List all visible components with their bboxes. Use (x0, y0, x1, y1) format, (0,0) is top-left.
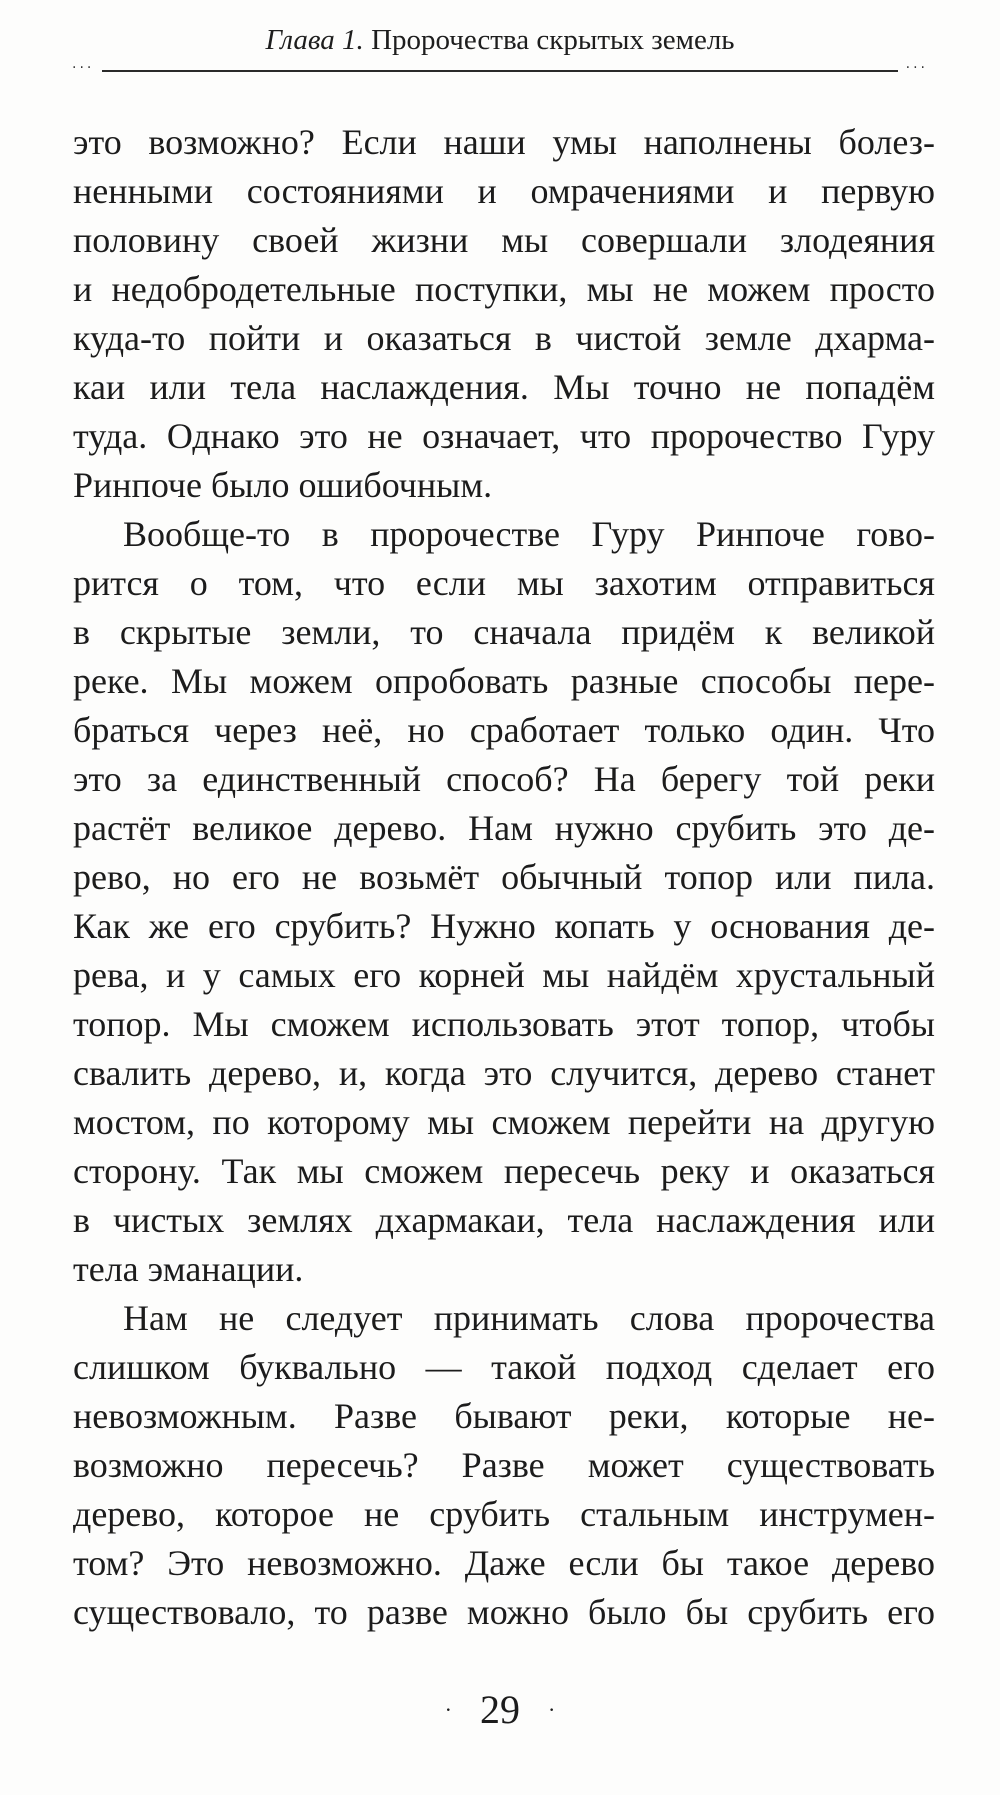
text-line: рево, но его не возьмёт обычный топор или пила. (73, 857, 935, 897)
text-line: реке. Мы можем опробовать разные способы пере- (73, 661, 935, 701)
folio-dot-left: · (444, 1696, 452, 1722)
text-line: каи или тела наслаждения. Мы точно не попадём (73, 367, 935, 407)
text-line: дерево, которое не срубить стальным инструмен- (73, 1494, 935, 1534)
text-line: половину своей жизни мы совершали злодеяния (73, 220, 935, 260)
text-line: браться через неё, но сработает только один. Что (73, 710, 935, 750)
text-line: и недобродетельные поступки, мы не можем просто (73, 269, 935, 309)
folio-dot-right: · (548, 1696, 556, 1722)
text-line: растёт великое дерево. Нам нужно срубить это де- (73, 808, 935, 848)
text-line: невозможным. Разве бывают реки, которые не- (73, 1396, 935, 1436)
text-line: это возможно? Если наши умы наполнены болез- (73, 122, 935, 162)
body-text (73, 118, 935, 1637)
chapter-title: Пророчества скрытых земель (371, 24, 735, 56)
text-line: в чистых землях дхармакаи, тела наслаждения или (73, 1200, 935, 1240)
text-line: том? Это невозможно. Даже если бы такое дерево (73, 1543, 935, 1583)
header-rule-dots-left: ... (72, 56, 95, 72)
text-line: возможно пересечь? Разве может существовать (73, 1445, 935, 1485)
text-line: туда. Однако это не означает, что пророчество Гуру (73, 416, 935, 456)
page-number-footer (0, 1686, 1000, 1738)
text-line: свалить дерево, и, когда это случится, дерево станет (73, 1053, 935, 1093)
text-line: рится о том, что если мы захотим отправиться (73, 563, 935, 603)
text-line: топор. Мы сможем использовать этот топор, чтобы (73, 1004, 935, 1044)
running-head (0, 22, 1000, 58)
text-line: сторону. Так мы сможем пересечь реку и оказаться (73, 1151, 935, 1191)
page-number: 29 (480, 1687, 520, 1732)
text-line: слишком буквально — такой подход сделает его (73, 1347, 935, 1387)
text-line: мостом, по которому мы сможем перейти на другую (73, 1102, 935, 1142)
paragraph-end-line: тела эманации. (73, 1249, 304, 1289)
text-line: рева, и у самых его корней мы найдём хрустальный (73, 955, 935, 995)
text-line: ненными состояниями и омрачениями и первую (73, 171, 935, 211)
text-line: существовало, то разве можно было бы срубить его (73, 1592, 935, 1632)
text-line: это за единственный способ? На берегу той реки (73, 759, 935, 799)
text-line: Как же его срубить? Нужно копать у основания де- (73, 906, 935, 946)
header-rule-line (102, 70, 898, 72)
text-line: куда-то пойти и оказаться в чистой земле дхарма- (73, 318, 935, 358)
paragraph-start-line: Вообще-то в пророчестве Гуру Ринпоче гово- (123, 514, 935, 554)
paragraph-end-line: Ринпоче было ошибочным. (73, 465, 493, 505)
paragraph-start-line: Нам не следует принимать слова пророчества (123, 1298, 935, 1338)
text-line: в скрытые земли, то сначала придём к великой (73, 612, 935, 652)
header-rule-dots-right: ... (905, 56, 928, 72)
chapter-label: Глава 1. (265, 24, 364, 56)
